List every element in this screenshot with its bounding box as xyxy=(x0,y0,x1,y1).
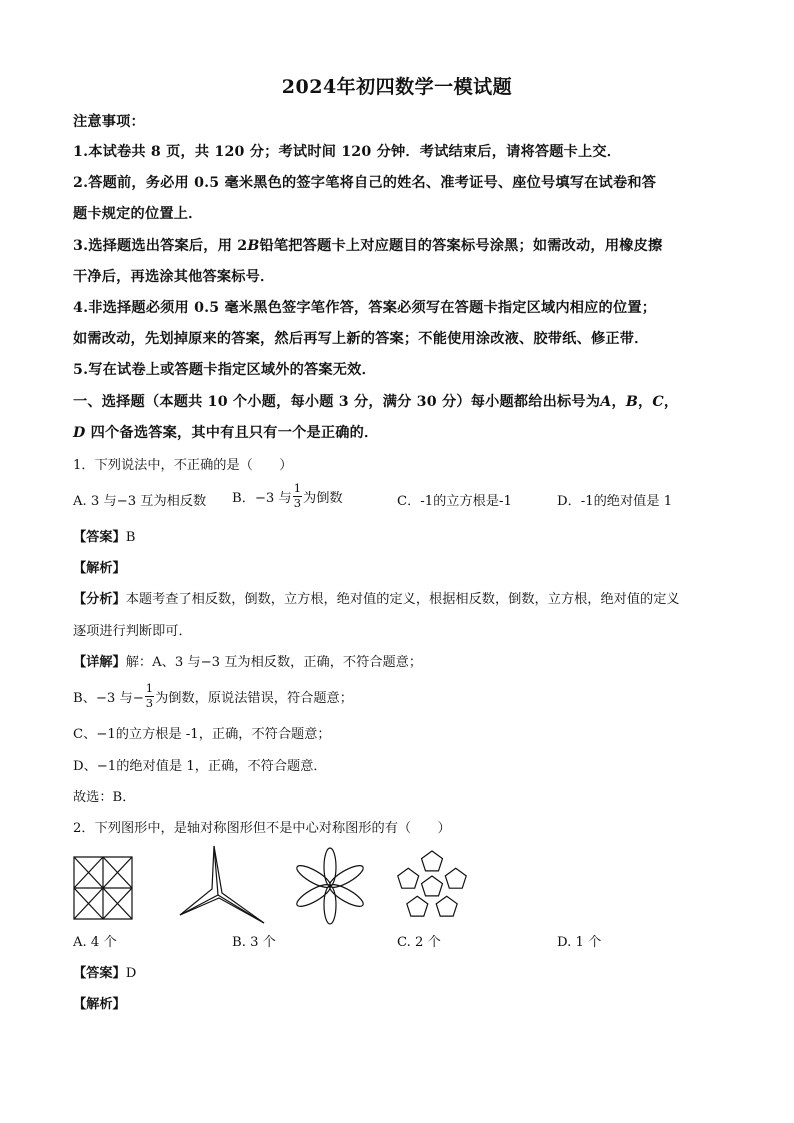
q2-answer-value: D xyxy=(125,966,137,981)
q1-option-b-post: 为倒数 xyxy=(303,490,343,506)
notice-line-8: 5.写在试卷上或答题卡指定区域外的答案无效． xyxy=(73,362,376,378)
section1-line1 xyxy=(73,391,678,411)
q1-detail-b-fraction xyxy=(145,683,154,709)
q1-detail-b-post: 为倒数，原说法错误，符合题意； xyxy=(155,690,353,706)
section1-line2 xyxy=(73,422,378,442)
q1-option-a: A. 3 与−3 互为相反数 xyxy=(73,494,207,509)
q2-option-a: A. 4 个 xyxy=(73,935,117,950)
notice-line-6: 4.非选择题必须用 0.5 毫米黑色签字笔作答，答案必须写在答题卡指定区域内相应的位置； xyxy=(73,300,657,316)
notice-heading: 注意事项： xyxy=(73,114,145,130)
letter-c: C xyxy=(652,394,664,410)
q1-fenxi-line1 xyxy=(73,588,680,607)
q1-detail-tag: 【详解】 xyxy=(73,655,126,670)
q2-analysis-tag: 【解析】 xyxy=(73,997,126,1012)
q2-option-d: D. 1 个 xyxy=(557,935,602,950)
letter-b: B xyxy=(625,394,639,410)
q2-answer xyxy=(73,962,136,981)
section1-text-2: 四个备选答案，其中有且只有一个是正确的． xyxy=(90,425,379,441)
q1-analysis-tag: 【解析】 xyxy=(73,561,126,576)
q2-answer-tag: 【答案】 xyxy=(73,966,126,981)
pentagon-ring-figure xyxy=(390,846,474,926)
q1-detail-c: C、−1的立方根是 -1，正确，不符合题意； xyxy=(73,727,331,742)
q1-detail-d: D、−1的绝对值是 1，正确，不符合题意． xyxy=(73,759,327,774)
q1-option-b-fraction xyxy=(293,483,302,509)
q1-answer xyxy=(73,526,135,545)
q1-detail-b-pre: B、−3 与− xyxy=(73,690,144,706)
q1-answer-tag: 【答案】 xyxy=(73,530,126,545)
q2-stem: 2．下列图形中，是轴对称图形但不是中心对称图形的有（ ） xyxy=(73,821,451,836)
notice-line-2: 2.答题前，务必用 0.5 毫米黑色的签字笔将自己的姓名、准考证号、座位号填写在试卷和答 xyxy=(73,175,657,191)
letter-d: D xyxy=(73,425,86,441)
q1-option-b-frac-den: 3 xyxy=(293,495,302,510)
notice-line-4-pre: 3.选择题选出答案后，用 2 xyxy=(73,238,248,254)
notice-line-7: 如需改动，先划掉原来的答案，然后再写上新的答案；不能使用涂改液、胶带纸、修正带． xyxy=(73,331,649,347)
q1-detail-a xyxy=(73,651,422,670)
notice-line-1: 1.本试卷共 8 页，共 120 分；考试时间 120 分钟．考试结束后，请将答题卡上交． xyxy=(73,144,622,160)
q1-option-b-pre: B．−3 与 xyxy=(232,490,292,506)
q1-option-c: C．-1的立方根是-1 xyxy=(397,494,512,509)
q1-option-d: D．-1的绝对值是 1 xyxy=(557,494,673,509)
sep-2: ， xyxy=(638,394,653,410)
notice-line-4 xyxy=(73,235,662,255)
q1-fenxi-text: 本题考查了相反数，倒数，立方根，绝对值的定义，根据相反数，倒数，立方根，绝对值的定义 xyxy=(125,592,680,607)
q1-answer-value: B xyxy=(125,530,136,545)
q1-detail-b xyxy=(73,678,353,714)
section1-text: 一、选择题（本题共 10 个小题，每小题 3 分，满分 30 分）每小题都给出标号为 xyxy=(73,394,601,410)
six-petal-flower-figure xyxy=(290,846,370,926)
sep-3: ， xyxy=(663,394,679,410)
q2-option-c: C. 2 个 xyxy=(397,935,441,950)
notice-line-5: 干净后，再选涂其他答案标号． xyxy=(73,269,275,285)
sep-1: ， xyxy=(611,394,626,410)
q2-option-b: B. 3 个 xyxy=(232,935,276,950)
pinwheel-figure xyxy=(70,853,136,923)
notice-italic-b: B xyxy=(247,238,260,254)
q1-fenxi-tag: 【分析】 xyxy=(73,592,126,607)
q1-detail-a-text: 解：A、3 与−3 互为相反数，正确，不符合题意； xyxy=(125,655,423,670)
q1-option-b-frac-num: 1 xyxy=(293,481,302,495)
letter-a: A xyxy=(600,394,612,410)
q1-stem: 1．下列说法中，不正确的是（ ） xyxy=(73,458,293,473)
q1-fenxi-line2: 逐项进行判断即可． xyxy=(73,624,192,639)
q1-detail-b-frac-num: 1 xyxy=(145,681,154,695)
three-blade-star-figure xyxy=(178,843,268,925)
notice-line-3: 题卡规定的位置上． xyxy=(73,206,203,222)
notice-line-4-post: 铅笔把答题卡上对应题目的答案标号涂黑；如需改动，用橡皮擦 xyxy=(259,238,663,254)
q1-choose: 故选：B． xyxy=(73,790,136,805)
q1-detail-b-frac-den: 3 xyxy=(145,695,154,710)
page-title: 2024年初四数学一模试题 xyxy=(281,76,513,98)
q1-option-b xyxy=(232,478,343,514)
